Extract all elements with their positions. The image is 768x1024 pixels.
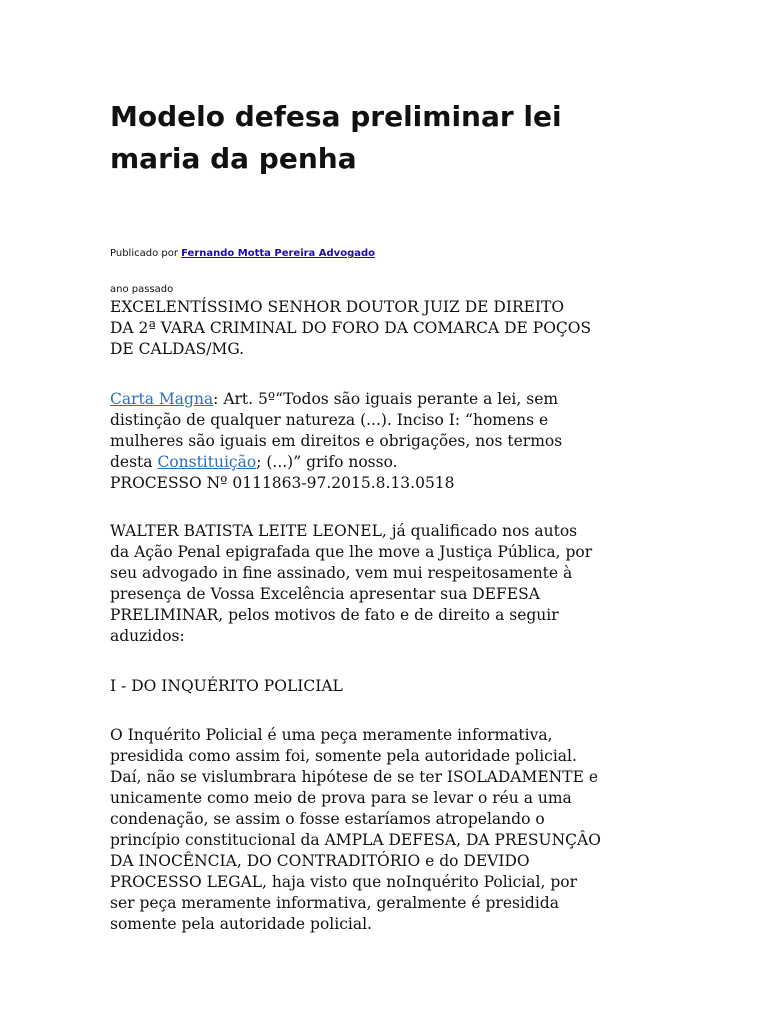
inquerito-paragraph [110,725,666,935]
carta-magna-link[interactable]: Carta Magna [110,390,214,408]
page-title [110,96,630,180]
paragraph-line: Daí, não se vislumbrara hipótese de se ter ISOLADAMENTE e [110,768,598,786]
paragraph-line: WALTER BATISTA LEITE LEONEL, já qualificado nos autos [110,522,578,540]
paragraph-line: aduzidos: [110,627,185,645]
citation-text: desta [110,453,158,471]
paragraph-line: PROCESSO LEGAL, haja visto que noInquérito Policial, por [110,873,578,891]
publish-date: ano passado [110,284,174,295]
paragraph-line: condenação, se assim o fosse estaríamos atropelando o [110,810,545,828]
paragraph-line: PRELIMINAR, pelos motivos de fato e de direito a seguir [110,606,559,624]
paragraph-line: princípio constitucional da AMPLA DEFESA, DA PRESUNÇÂO [110,831,601,849]
constituicao-link[interactable]: Constituição [157,453,257,471]
citation-text: : Art. 5º“Todos são iguais perante a lei, sem [213,390,559,408]
title-line: maria da penha [110,142,357,175]
paragraph-line: presidida como assim foi, somente pela autoridade policial. [110,747,577,765]
byline-prefix: Publicado por [110,248,182,259]
constitution-citation [110,389,666,494]
paragraph-line: unicamente como meio de prova para se levar o réu a uma [110,789,572,807]
paragraph-line: presença de Vossa Excelência apresentar sua DEFESA [110,585,540,603]
paragraph-line: somente pela autoridade policial. [110,915,372,933]
defense-intro-paragraph [110,521,666,647]
paragraph-line: O Inquérito Policial é uma peça meramente informativa, [110,726,553,744]
citation-line: mulheres são iguais em direitos e obrigações, nos termos [110,432,563,450]
author-link[interactable]: Fernando Motta Pereira Advogado [181,248,376,259]
citation-line [110,389,666,410]
citation-line: distinção de qualquer natureza (...). Inciso I: “homens e [110,411,549,429]
title-line: Modelo defesa preliminar lei [110,100,562,133]
citation-line [110,452,666,473]
address-line: DE CALDAS/MG. [110,340,245,358]
citation-text: ; (...)” grifo nosso. [256,453,398,471]
paragraph-line: DA INOCÊNCIA, DO CONTRADITÓRIO e do DEVIDO [110,852,530,870]
paragraph-line: da Ação Penal epigrafada que lhe move a Justiça Pública, por [110,543,593,561]
court-address [110,297,666,360]
address-line: EXCELENTÍSSIMO SENHOR DOUTOR JUIZ DE DIREITO [110,298,565,316]
paragraph-line: seu advogado in fine assinado, vem mui respeitosamente à [110,564,573,582]
section-heading [110,676,666,697]
process-number: PROCESSO Nº 0111863-97.2015.8.13.0518 [110,474,455,492]
byline [110,247,375,261]
address-line: DA 2ª VARA CRIMINAL DO FORO DA COMARCA DE POÇOS [110,319,592,337]
section-heading-text: I - DO INQUÉRITO POLICIAL [110,677,343,695]
paragraph-line: ser peça meramente informativa, geralmente é presidida [110,894,559,912]
